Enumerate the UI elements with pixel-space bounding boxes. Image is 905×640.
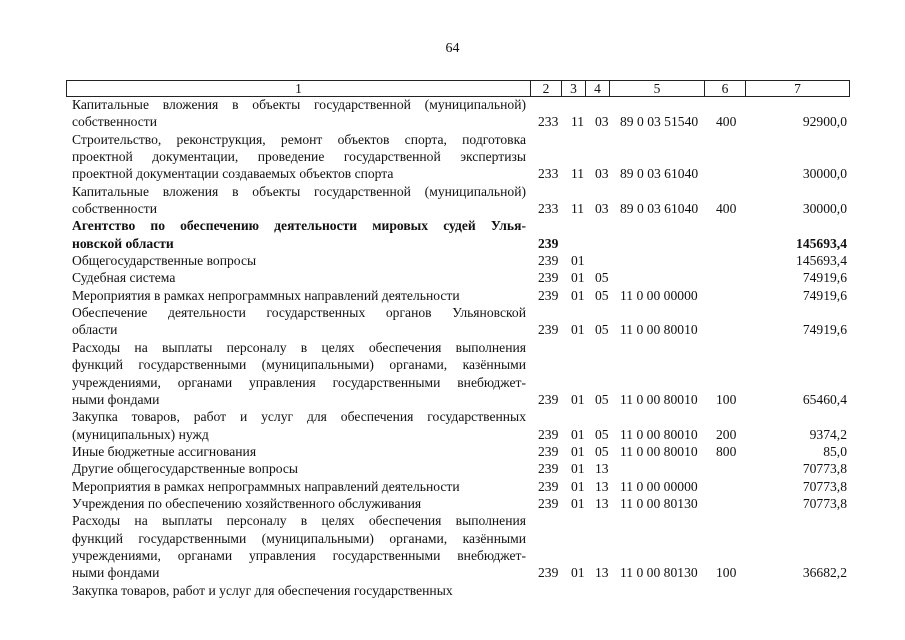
row-codes — [0, 113, 905, 130]
section-code: 01 — [571, 270, 585, 286]
expense-type-code: 800 — [716, 443, 737, 459]
section-code: 11 — [571, 166, 585, 182]
row-codes — [0, 321, 905, 338]
ministry-code: 239 — [538, 495, 559, 511]
row-description-line: Капитальные вложения в объекты государственной (муниципальной) — [72, 183, 526, 199]
table-row — [0, 408, 905, 443]
header-col-1: 1 — [67, 81, 531, 96]
ministry-code: 233 — [538, 114, 559, 130]
row-description-line: области — [72, 322, 118, 338]
target-article-code: 11 0 00 80010 — [620, 443, 698, 459]
section-code: 01 — [571, 461, 585, 477]
row-codes — [0, 564, 905, 581]
expense-type-code: 400 — [716, 114, 737, 130]
row-description-line: Обеспечение деятельности государственных органов Ульяновской — [72, 305, 526, 321]
row-description-line: ными фондами — [72, 565, 160, 581]
row-description-line: Закупка товаров, работ и услуг для обеспечения государственных — [72, 582, 453, 598]
row-description-line: функций государственными (муниципальными) органами, казёнными — [72, 530, 526, 546]
table-row — [0, 96, 905, 131]
subsection-code: 05 — [595, 443, 609, 459]
row-codes — [0, 235, 905, 252]
ministry-code: 239 — [538, 287, 559, 303]
ministry-code: 239 — [538, 322, 559, 338]
table-row — [0, 339, 905, 408]
subsection-code: 03 — [595, 114, 609, 130]
amount: 9374,2 — [809, 426, 847, 442]
header-col-4: 4 — [586, 81, 610, 96]
row-codes — [0, 460, 905, 477]
table-row — [0, 512, 905, 581]
row-description-line: Иные бюджетные ассигнования — [72, 443, 257, 459]
row-description-line: новской области — [72, 235, 174, 251]
target-article-code: 11 0 00 80130 — [620, 565, 698, 581]
row-description-line: проектной документации создаваемых объектов спорта — [72, 166, 394, 182]
amount: 85,0 — [823, 443, 847, 459]
ministry-code: 233 — [538, 166, 559, 182]
subsection-code: 03 — [595, 201, 609, 217]
table-row — [0, 478, 905, 495]
section-code: 01 — [571, 322, 585, 338]
amount: 36682,2 — [802, 565, 847, 581]
table-row — [0, 131, 905, 183]
amount: 65460,4 — [802, 391, 847, 407]
subsection-code: 05 — [595, 270, 609, 286]
row-description-line: Мероприятия в рамках непрограммных направлений деятельности — [72, 287, 460, 303]
section-code: 01 — [571, 443, 585, 459]
ministry-code: 239 — [538, 565, 559, 581]
target-article-code: 89 0 03 61040 — [620, 201, 699, 217]
table-row — [0, 183, 905, 218]
target-article-code: 11 0 00 00000 — [620, 287, 698, 303]
ministry-code: 239 — [538, 253, 559, 269]
expense-type-code: 100 — [716, 565, 737, 581]
amount: 70773,8 — [802, 478, 847, 494]
subsection-code: 13 — [595, 461, 609, 477]
row-description-line: учреждениями, органами управления государственными внебюджет- — [72, 547, 526, 563]
row-codes — [0, 391, 905, 408]
section-code: 11 — [571, 201, 585, 217]
header-col-2: 2 — [531, 81, 562, 96]
row-description-line: Расходы на выплаты персоналу в целях обеспечения выполнения — [72, 339, 526, 355]
section-code: 01 — [571, 253, 585, 269]
subsection-code: 13 — [595, 478, 609, 494]
row-description-line: Другие общегосударственные вопросы — [72, 461, 299, 477]
subsection-code: 13 — [595, 495, 609, 511]
row-description-line: (муниципальных) нужд — [72, 426, 209, 442]
amount: 92900,0 — [802, 114, 847, 130]
amount: 70773,8 — [802, 461, 847, 477]
table-row — [0, 495, 905, 512]
target-article-code: 11 0 00 00000 — [620, 478, 698, 494]
ministry-code: 239 — [538, 461, 559, 477]
table-row — [0, 217, 905, 252]
amount: 30000,0 — [802, 166, 847, 182]
table-row — [0, 269, 905, 286]
row-description-line: собственности — [72, 114, 158, 130]
page-number: 64 — [445, 41, 460, 56]
row-codes — [0, 582, 905, 599]
amount: 70773,8 — [802, 495, 847, 511]
table-row — [0, 460, 905, 477]
section-code: 01 — [571, 495, 585, 511]
row-codes — [0, 495, 905, 512]
ministry-code: 239 — [538, 235, 559, 251]
target-article-code: 11 0 00 80130 — [620, 495, 698, 511]
header-col-5: 5 — [610, 81, 705, 96]
row-description-line: собственности — [72, 201, 158, 217]
subsection-code: 13 — [595, 565, 609, 581]
subsection-code: 05 — [595, 322, 609, 338]
target-article-code: 89 0 03 61040 — [620, 166, 699, 182]
subsection-code: 03 — [595, 166, 609, 182]
target-article-code: 89 0 03 51540 — [620, 114, 699, 130]
row-codes — [0, 287, 905, 304]
row-description-line: учреждениями, органами управления государственными внебюджет- — [72, 374, 526, 390]
amount: 30000,0 — [802, 201, 847, 217]
row-codes — [0, 165, 905, 182]
amount: 74919,6 — [802, 322, 847, 338]
expense-type-code: 100 — [716, 391, 737, 407]
row-description-line: Расходы на выплаты персоналу в целях обеспечения выполнения — [72, 513, 526, 529]
amount: 74919,6 — [802, 287, 847, 303]
row-description-line: проектной документации, проведение государственной экспертизы — [72, 149, 526, 165]
target-article-code: 11 0 00 80010 — [620, 391, 698, 407]
row-codes — [0, 443, 905, 460]
section-code: 11 — [571, 114, 585, 130]
section-code: 01 — [571, 391, 585, 407]
row-codes — [0, 478, 905, 495]
subsection-code: 05 — [595, 426, 609, 442]
table-body — [0, 96, 905, 599]
target-article-code: 11 0 00 80010 — [620, 322, 698, 338]
header-col-7: 7 — [794, 81, 801, 96]
table-row — [0, 582, 905, 599]
ministry-code: 239 — [538, 443, 559, 459]
row-description-line: Судебная система — [72, 270, 176, 286]
table-row — [0, 443, 905, 460]
row-codes — [0, 252, 905, 269]
expense-type-code: 400 — [716, 201, 737, 217]
row-description-line: Общегосударственные вопросы — [72, 253, 257, 269]
table-row — [0, 287, 905, 304]
table-row — [0, 252, 905, 269]
row-description-line: Агентство по обеспечению деятельности мировых судей Улья- — [72, 218, 526, 234]
row-codes — [0, 200, 905, 217]
ministry-code: 239 — [538, 391, 559, 407]
row-codes — [0, 269, 905, 286]
section-code: 01 — [571, 287, 585, 303]
header-col-3: 3 — [562, 81, 586, 96]
table-row — [0, 304, 905, 339]
row-description-line: Учреждения по обеспечению хозяйственного обслуживания — [72, 495, 422, 511]
ministry-code: 239 — [538, 270, 559, 286]
target-article-code: 11 0 00 80010 — [620, 426, 698, 442]
ministry-code: 233 — [538, 201, 559, 217]
ministry-code: 239 — [538, 426, 559, 442]
amount: 145693,4 — [796, 235, 847, 251]
section-code: 01 — [571, 565, 585, 581]
amount: 74919,6 — [802, 270, 847, 286]
table-header — [66, 80, 850, 97]
section-code: 01 — [571, 478, 585, 494]
expense-type-code: 200 — [716, 426, 737, 442]
subsection-code: 05 — [595, 391, 609, 407]
row-description-line: Мероприятия в рамках непрограммных направлений деятельности — [72, 478, 460, 494]
section-code: 01 — [571, 426, 585, 442]
row-description-line: ными фондами — [72, 391, 160, 407]
row-codes — [0, 426, 905, 443]
row-description-line: Капитальные вложения в объекты государственной (муниципальной) — [72, 97, 526, 112]
row-description-line: функций государственными (муниципальными) органами, казёнными — [72, 357, 526, 373]
row-description-line: Строительство, реконструкция, ремонт объектов спорта, подготовка — [72, 131, 526, 147]
header-col-6: 6 — [705, 81, 746, 96]
row-description-line: Закупка товаров, работ и услуг для обеспечения государственных — [72, 409, 526, 425]
amount: 145693,4 — [796, 253, 847, 269]
subsection-code: 05 — [595, 287, 609, 303]
ministry-code: 239 — [538, 478, 559, 494]
